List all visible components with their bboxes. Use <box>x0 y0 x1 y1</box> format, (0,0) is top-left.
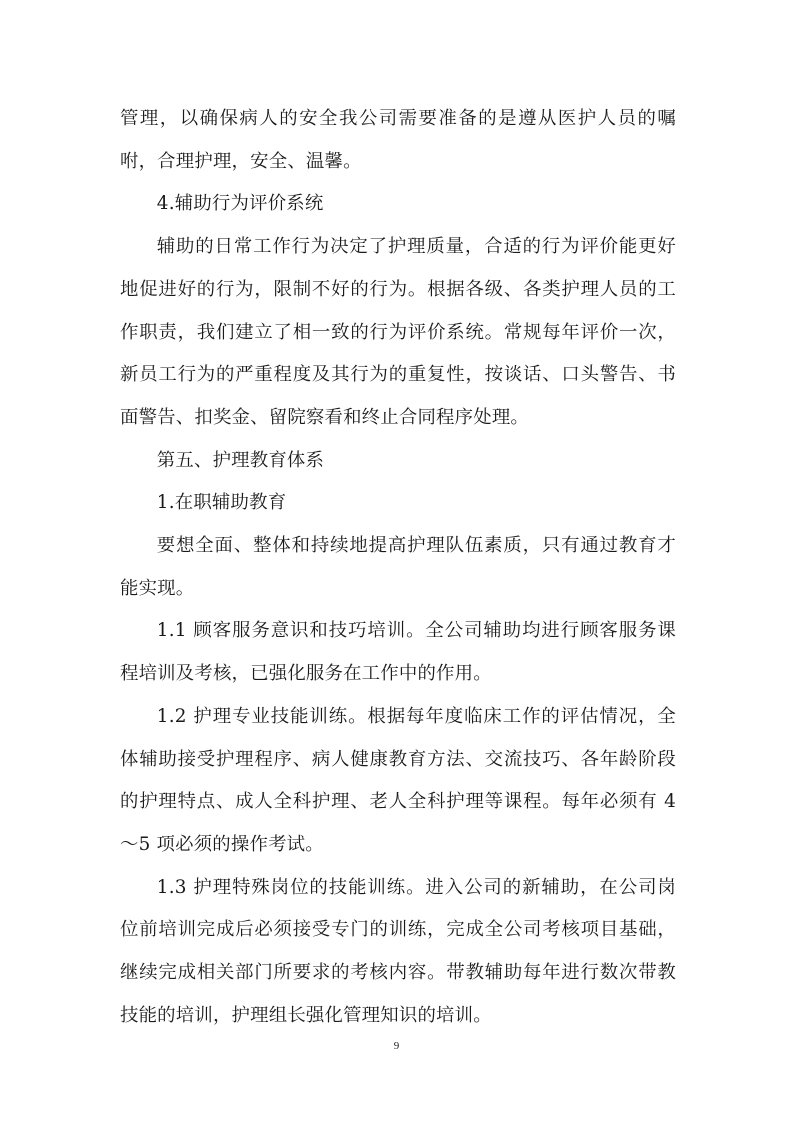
paragraph-continuation: 管理，以确保病人的安全我公司需要准备的是遵从医护人员的嘱咐，合理护理，安全、温馨。 <box>120 108 676 172</box>
paragraph-behavior-evaluation: 辅助的日常工作行为决定了护理质量，合适的行为评价能更好地促进好的行为，限制不好的行为。根据各级、各类护理人员的工作职责，我们建立了相一致的行为评价系统。常规每年评价一次，新员工行为的严重程度及其行为的重复性，按谈话、口头警告、书面警告、扣奖金、留院察看和终止合同程序处理。 <box>120 236 676 428</box>
page-number: 9 <box>393 1040 400 1052</box>
paragraph-education-intro: 要想全面、整体和持续地提高护理队伍素质，只有通过教育才能实现。 <box>120 535 676 599</box>
section-heading-behavior-evaluation: 4.辅助行为评价系统 <box>156 193 324 215</box>
subsection-heading-in-service-education: 1.在职辅助教育 <box>156 492 287 514</box>
section-heading-education-system: 第五、护理教育体系 <box>156 449 325 471</box>
paragraph-special-post-training: 1.3 护理特殊岗位的技能训练。进入公司的新辅助，在公司岗位前培训完成后必须接受专门的训练，完成全公司考核项目基础，继续完成相关部门所要求的考核内容。带教辅助每年进行数次带教技能的培训，护理组长强化管理知识的培训。 <box>120 876 676 1026</box>
paragraph-professional-skills-training: 1.2 护理专业技能训练。根据每年度临床工作的评估情况，全体辅助接受护理程序、病人健康教育方法、交流技巧、各年龄阶段的护理特点、成人全科护理、老人全科护理等课程。每年必须有 4～5 项必须的操作考试。 <box>120 705 676 855</box>
paragraph-customer-service-training: 1.1 顾客服务意识和技巧培训。全公司辅助均进行顾客服务课程培训及考核，已强化服务在工作中的作用。 <box>120 620 676 685</box>
page-body <box>120 98 676 1037</box>
